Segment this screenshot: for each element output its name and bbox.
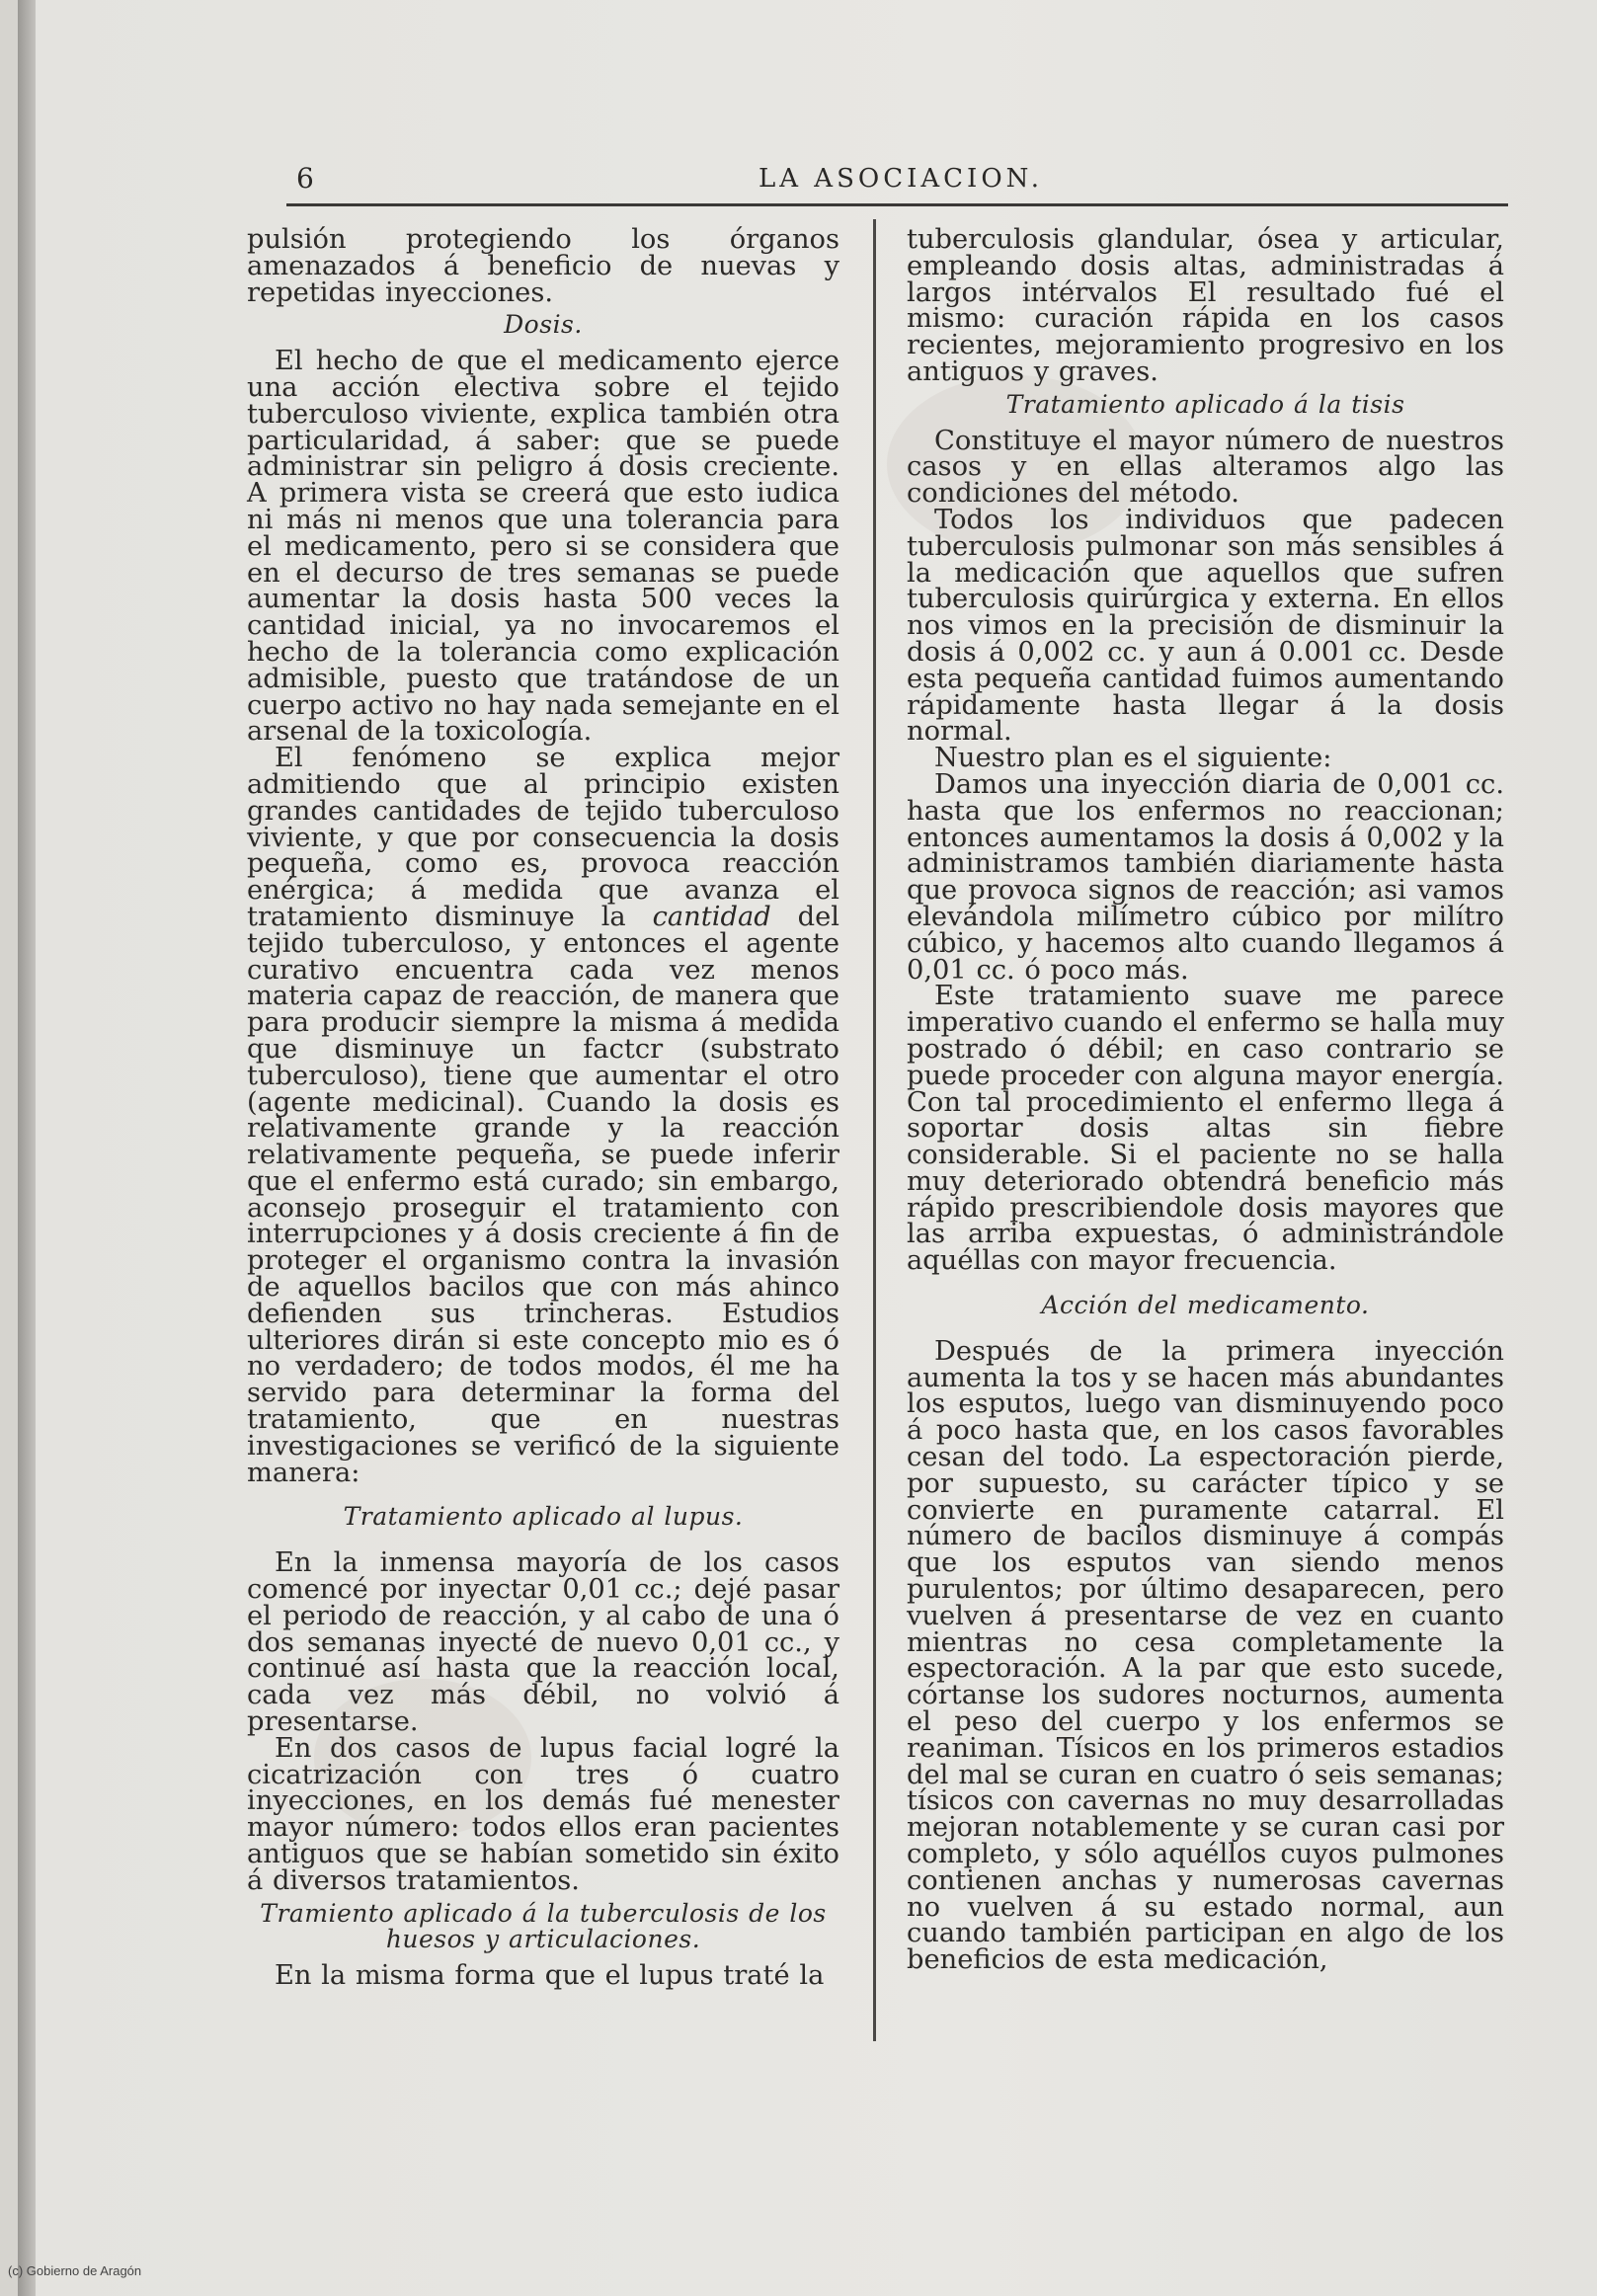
paragraph: Constituye el mayor número de nuestros casos y en ellas alteramos algo las condiciones del método. — [907, 425, 1504, 510]
section-heading-dosis: Dosis. — [504, 310, 583, 340]
paragraph — [247, 743, 839, 1488]
paragraph: Nuestro plan es el siguiente: — [934, 743, 1332, 774]
right-column — [907, 224, 1504, 1976]
page-number: 6 — [296, 162, 315, 195]
paragraph: El hecho de que el medicamento ejerce una acción electiva sobre el tejido tuberculoso viviente, explica también otra particularidad, á saber: que se puede administrar sin peligro á dosis creciente. A primera vista se creerá que esto iudica ni más ni menos que una tolerancia para el medicamento, pero si se considera que en el decurso de tres semanas se puede aumentar la dosis hasta 500 veces la cantidad inicial, ya no invocaremos el hecho de la tolerancia como explicación admisible, puesto que tratándose de un cuerpo activo no hay nada semejante en el arsenal de la toxicología. — [247, 346, 839, 748]
paragraph: En la misma forma que el lupus traté la — [275, 1960, 825, 1992]
paragraph: En dos casos de lupus facial logré la cicatrización con tres ó cuatro inyecciones, en los demás fué menester mayor número: todos ellos eran pacientes antiguos que se habían sometido sin éxito á diversos tratamientos. — [247, 1732, 839, 1896]
running-title: LA ASOCIACION. — [759, 164, 1043, 194]
section-heading-tisis: Tratamiento aplicado á la tisis — [1005, 389, 1405, 419]
paragraph: Después de la primera inyección aumenta la tos y se hacen más abundantes los esputos, luego van disminuyendo poco á poco hasta que, en los casos favorables cesan del todo. La espectoración pierde, por supuesto, su carácter típico y se convierte en puramente catarral. El número de bacilos disminuye á compás que los esputos van siendo menos purulentos; por último desaparecen, pero vuelven á presentarse de vez en cuanto mientras no cesa completamente la espectoración. A la par que esto sucede, córtanse los sudores nocturnos, aumenta el peso del cuerpo y los enfermos se reaniman. Tísicos en los primeros estadios del mal se curan en cuatro ó seis semanas; tísicos con cavernas no muy desarrolladas mejoran notablemente y se curan casi por completo, y sólo aquéllos cuyos pulmones contienen anchas y numerosas cavernas no vuelven á su estado normal, aun cuando también participan en algo de los beneficios de esta medicación, — [907, 1335, 1504, 1976]
copyright-credit: (c) Gobierno de Aragón — [8, 2263, 142, 2278]
header-rule — [286, 203, 1508, 206]
paragraph-text: El fenómeno se explica mejor admitiendo que al principio existen grandes cantidades de tejido tuberculoso viviente, y que por consecuencia la dosis pequeña, como es, provoca reacción enérgica; á medida que avanza el tratamiento disminuye la — [247, 743, 839, 932]
section-heading-huesos: Tramiento aplicado á la tuberculosis de los huesos y articulaciones. — [260, 1898, 827, 1954]
column-divider — [873, 219, 876, 2041]
paragraph-text: del tejido tuberculoso, y entonces el agente curativo encuentra cada vez menos materia capaz de reacción, de manera que para producir siempre la misma á medida que disminuye un factcr (substrato tuberculoso), tiene que aumentar el otro (agente medicinal). Cuando la dosis es relativamente grande y la reacción relativamente pequeña, se puede inferir que el enfermo está curado; sin embargo, aconsejo proseguir el tratamiento con interrupciones y á dosis creciente á fin de proteger el organismo contra la invasión de aquellos bacilos que con más ahinco defienden sus trincheras. Estudios ulteriores dirán si este concepto mio es ó no verdadero; de todos modos, él me ha servido para determinar la forma del tratamiento, que en nuestras investigaciones se verificó de la siguiente manera: — [247, 901, 839, 1488]
paragraph: tuberculosis glandular, ósea y articular, empleando dosis altas, administradas á largos intérvalos El resultado fué el mismo: curación rápida en los casos recientes, mejoramiento progresivo en los antiguos y graves. — [907, 224, 1504, 387]
paragraph: Este tratamiento suave me parece imperativo cuando el enfermo se halla muy postrado ó débil; en caso contrario se puede proceder con alguna mayor energía. Con tal procedimiento el enfermo llega á soportar dosis altas sin fiebre considerable. Si el paciente no se halla muy deteriorado obtendrá beneficio más rápido prescribiendole dosis mayores que las arriba expuestas, ó administrándole aquéllas con mayor frecuencia. — [907, 981, 1504, 1277]
left-column — [247, 224, 839, 1992]
italic-term: cantidad — [652, 901, 771, 932]
page-header — [225, 156, 1509, 196]
paragraph: Damos una inyección diaria de 0,001 cc. hasta que los enfermos no reaccionan; entonces aumentamos la dosis á 0,002 y la administramos también diariamente hasta que provoca signos de reacción; asi vamos elevándola milímetro cúbico por milítro cúbico, y hacemos alto cuando llegamos á 0,01 cc. ó poco más. — [907, 768, 1504, 986]
paragraph: En la inmensa mayoría de los casos comencé por inyectar 0,01 cc.; dejé pasar el periodo de reacción, y al cabo de una ó dos semanas inyecté de nuevo 0,01 cc., y continué así hasta que la reacción local, cada vez más débil, no volvió á presentarse. — [247, 1547, 839, 1738]
paragraph: pulsión protegiendo los órganos amenazados á beneficio de nuevas y repetidas inyecciones. — [247, 224, 839, 308]
page-gutter-shadow — [18, 0, 36, 2296]
section-heading-lupus: Tratamiento aplicado al lupus. — [343, 1502, 744, 1532]
paragraph: Todos los individuos que padecen tuberculosis pulmonar son más sensibles á la medicación que aquellos que sufren tuberculosis quirúrgica y externa. En ellos nos vimos en la precisión de disminuir la dosis á 0,002 cc. y aun á 0.001 cc. Desde esta pequeña cantidad fuimos aumentando rápidamente hasta llegar á la dosis normal. — [907, 504, 1504, 748]
section-heading-accion: Acción del medicamento. — [1041, 1291, 1370, 1320]
